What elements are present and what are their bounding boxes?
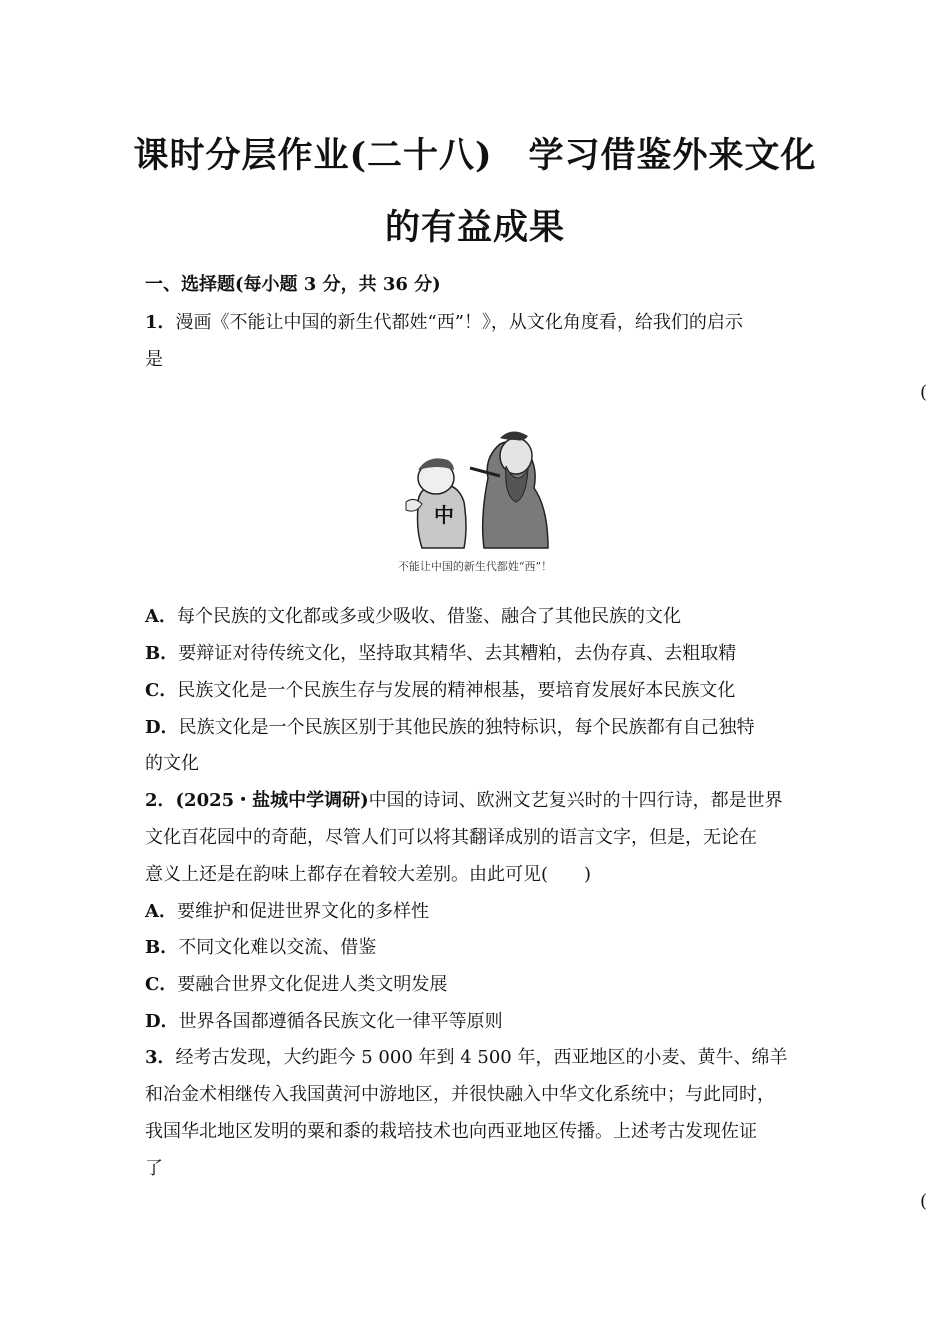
- q2-option-c: C．要融合世界文化促进人类文明发展: [145, 974, 448, 995]
- q2-option-d: D．世界各国都遵循各民族文化一律平等原则: [145, 1011, 503, 1032]
- q1-stem-line1: 漫画《不能让中国的新生代都姓“西”！》，从文化角度看，给我们的启示: [175, 312, 743, 333]
- q3-stem-line2: 和冶金术相继传入我国黄河中游地区，并很快融入中华文化系统中；与此同时，: [145, 1084, 775, 1105]
- q1-stem-line2: 是: [145, 349, 163, 370]
- q2-option-b: B．不同文化难以交流、借鉴: [145, 937, 377, 958]
- q3-stem-line3: 我国华北地区发明的粟和黍的栽培技术也向西亚地区传播。上述考古发现佐证: [145, 1121, 757, 1142]
- q1-answer-paren: (: [920, 382, 928, 403]
- q2-stem-line3: 意义上还是在韵味上都存在着较大差别。由此可见( ): [145, 864, 592, 885]
- chest-character: 中: [434, 503, 454, 527]
- q1-stem: [145, 308, 743, 334]
- q3-stem-line4: 了: [145, 1158, 163, 1179]
- q1-option-c: C．民族文化是一个民族生存与发展的精神根基，要培育发展好本民族文化: [145, 680, 736, 701]
- q1-option-d: D．民族文化是一个民族区别于其他民族的独特标识，每个民族都有自己独特: [145, 717, 755, 738]
- q2-stem: [145, 786, 783, 812]
- section-heading: 一、选择题(每小题 3 分，共 36 分): [145, 274, 441, 295]
- q2-number: 2．: [145, 790, 176, 811]
- page-title-cont: 的有益成果: [384, 207, 565, 248]
- q1-option-d-cont: 的文化: [145, 753, 199, 774]
- q3-answer-paren: (: [920, 1191, 928, 1212]
- q2-option-a: A．要维护和促进世界文化的多样性: [145, 901, 429, 922]
- q1-cartoon-image: [388, 418, 568, 558]
- q1-number: 1．: [145, 312, 176, 333]
- q3-stem: [145, 1043, 787, 1069]
- page-title: 课时分层作业(二十八) 学习借鉴外来文化: [133, 135, 817, 176]
- q2-source: (2025・盐城中学调研): [175, 790, 369, 811]
- q3-number: 3．: [145, 1047, 176, 1068]
- q3-stem-line1: 经考古发现，大约距今 5 000 年到 4 500 年，西亚地区的小麦、黄牛、绵羊: [175, 1047, 788, 1068]
- q2-stem-line1: 中国的诗词、欧洲文艺复兴时的十四行诗，都是世界: [368, 790, 783, 811]
- q1-option-a: A．每个民族的文化都或多或少吸收、借鉴、融合了其他民族的文化: [145, 606, 681, 627]
- q1-option-b: B．要辩证对待传统文化，坚持取其精华、去其糟粕，去伪存真、去粗取精: [145, 643, 737, 664]
- q1-image-caption: 不能让中国的新生代都姓“西”！: [397, 560, 553, 573]
- q2-stem-line2: 文化百花园中的奇葩，尽管人们可以将其翻译成别的语言文字，但是，无论在: [145, 827, 757, 848]
